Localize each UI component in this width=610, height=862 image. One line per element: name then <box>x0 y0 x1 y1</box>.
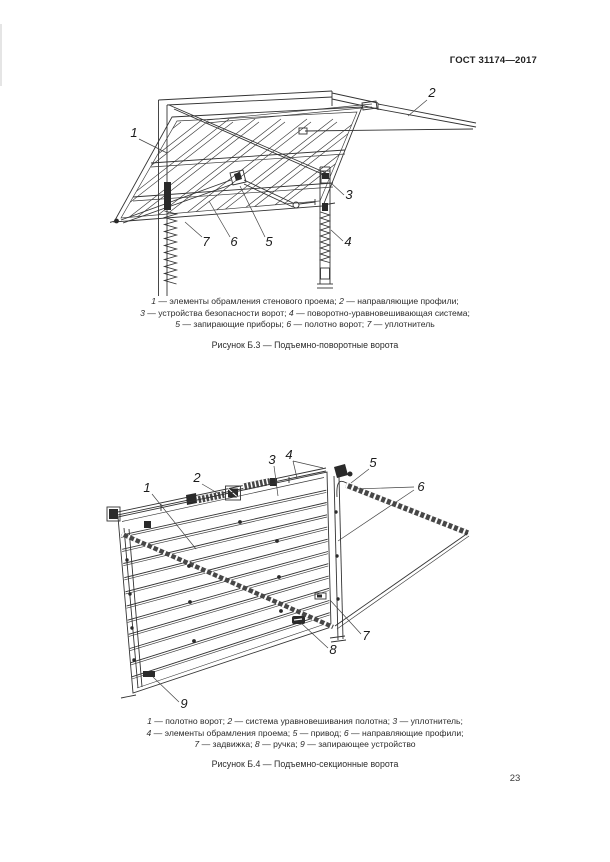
fig-b4-label-5: 5 <box>369 455 377 470</box>
figure-b4-drawing <box>100 440 500 712</box>
page-number: 23 <box>509 773 521 784</box>
legend-line: 4 — элементы обрамления проема; 5 — привод; 6 — направляющие профили; <box>146 727 464 738</box>
legend-line: 1 — полотно ворот; 2 — система уравновешивания полотна; 3 — уплотнитель; <box>147 716 463 726</box>
fig-b3-label-3: 3 <box>345 187 353 202</box>
fig-b4-label-3: 3 <box>268 452 276 467</box>
fig-b3-label-7: 7 <box>202 234 210 249</box>
legend-line: 3 — устройства безопасности ворот; 4 — поворотно-уравновешивающая система; <box>140 307 470 318</box>
fig-b4-label-9: 9 <box>180 696 188 711</box>
fig-b4-label-8: 8 <box>329 642 337 657</box>
legend-line: 5 — запирающие приборы; 6 — полотно ворот; 7 — уплотнитель <box>175 319 435 330</box>
figure-b3-caption: Рисунок Б.3 — Подъемно-поворотные ворота <box>211 340 399 350</box>
scan-edge-artifact <box>0 24 2 86</box>
fig-b3-label-1: 1 <box>130 125 138 140</box>
document-standard-number: ГОСТ 31174—2017 <box>449 55 537 66</box>
fig-b4-label-1: 1 <box>143 480 151 495</box>
figure-b3-drawing <box>110 80 500 298</box>
fig-b4-label-2: 2 <box>193 470 201 485</box>
fig-b4-label-6: 6 <box>417 479 425 494</box>
legend-line: 7 — задвижка; 8 — ручка; 9 — запирающее устройство <box>194 739 416 750</box>
fig-b3-label-6: 6 <box>230 234 238 249</box>
fig-b3-label-4: 4 <box>344 234 352 249</box>
figure-b4-legend <box>55 716 555 751</box>
fig-b3-label-5: 5 <box>265 234 273 249</box>
fig-b3-label-2: 2 <box>428 85 436 100</box>
figure-b4-caption: Рисунок Б.4 — Подъемно-секционные ворота <box>211 759 399 769</box>
legend-line: 1 — элементы обрамления стенового проема; 2 — направляющие профили; <box>151 296 459 306</box>
fig-b4-label-4: 4 <box>285 447 293 462</box>
figure-b3-legend <box>55 296 555 331</box>
fig-b4-label-7: 7 <box>362 628 370 643</box>
